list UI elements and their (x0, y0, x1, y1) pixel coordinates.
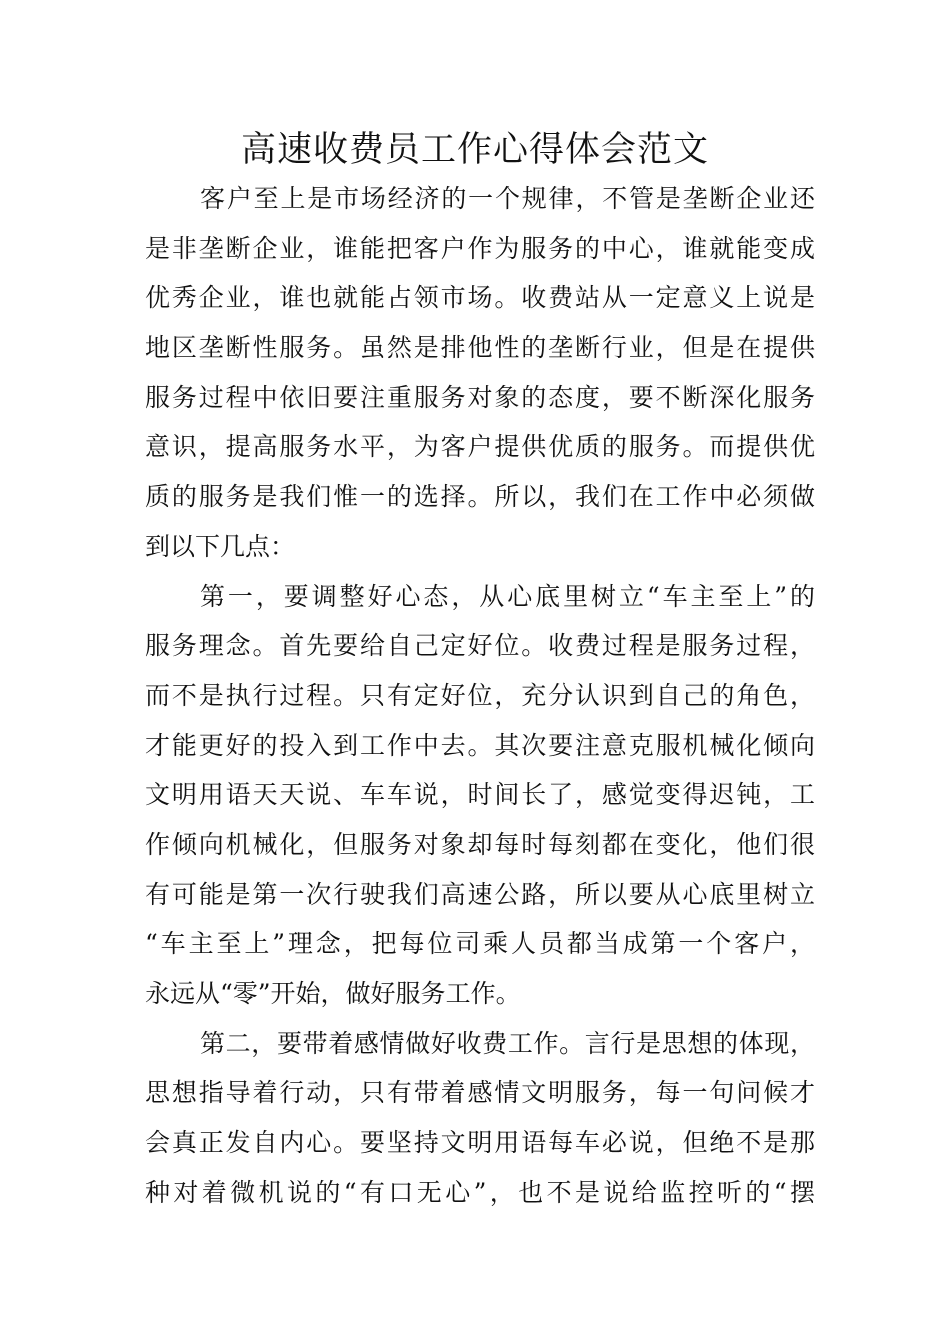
text-line: 有可能是第一次行驶我们高速公路，所以要从心底里树立 (145, 879, 815, 909)
text-line: 质的服务是我们惟一的选择。所以，我们在工作中必须做 (145, 482, 815, 512)
text-line: 到以下几点： (145, 531, 296, 561)
text-line: 会真正发自内心。要坚持文明用语每车必说，但绝不是那 (145, 1128, 815, 1158)
text-line: 第一，要调整好心态，从心底里树立“车主至上”的 (200, 581, 815, 611)
text-line: 客户至上是市场经济的一个规律，不管是垄断企业还 (200, 184, 815, 213)
text-line: 意识，提高服务水平，为客户提供优质的服务。而提供优 (145, 432, 815, 462)
text-line: 永远从“零”开始，做好服务工作。 (145, 979, 521, 1008)
text-line: 才能更好的投入到工作中去。其次要注意克服机械化倾向 (145, 730, 815, 760)
text-line: 是非垄断企业，谁能把客户作为服务的中心，谁就能变成 (145, 233, 815, 263)
document-body (145, 174, 815, 1217)
text-line: 服务理念。首先要给自己定好位。收费过程是服务过程， (145, 631, 815, 661)
text-line: 地区垄断性服务。虽然是排他性的垄断行业，但是在提供 (145, 333, 815, 363)
text-line: 文明用语天天说、车车说，时间长了，感觉变得迟钝，工 (145, 780, 815, 810)
document-title: 高速收费员工作心得体会范文 (240, 130, 709, 170)
text-line: 第二，要带着感情做好收费工作。言行是思想的体现， (200, 1028, 815, 1058)
text-line: 服务过程中依旧要注重服务对象的态度，要不断深化服务 (145, 382, 815, 412)
text-line: 作倾向机械化，但服务对象却每时每刻都在变化，他们很 (145, 829, 815, 859)
text-line: 而不是执行过程。只有定好位，充分认识到自己的角色， (145, 680, 815, 710)
text-line: 优秀企业，谁也就能占领市场。收费站从一定意义上说是 (145, 283, 815, 313)
text-line: 思想指导着行动，只有带着感情文明服务，每一句问候才 (145, 1078, 815, 1108)
text-line: 种对着微机说的“有口无心”，也不是说给监控听的“摆 (145, 1177, 815, 1207)
text-line: “车主至上”理念，把每位司乘人员都当成第一个客户， (145, 929, 815, 959)
